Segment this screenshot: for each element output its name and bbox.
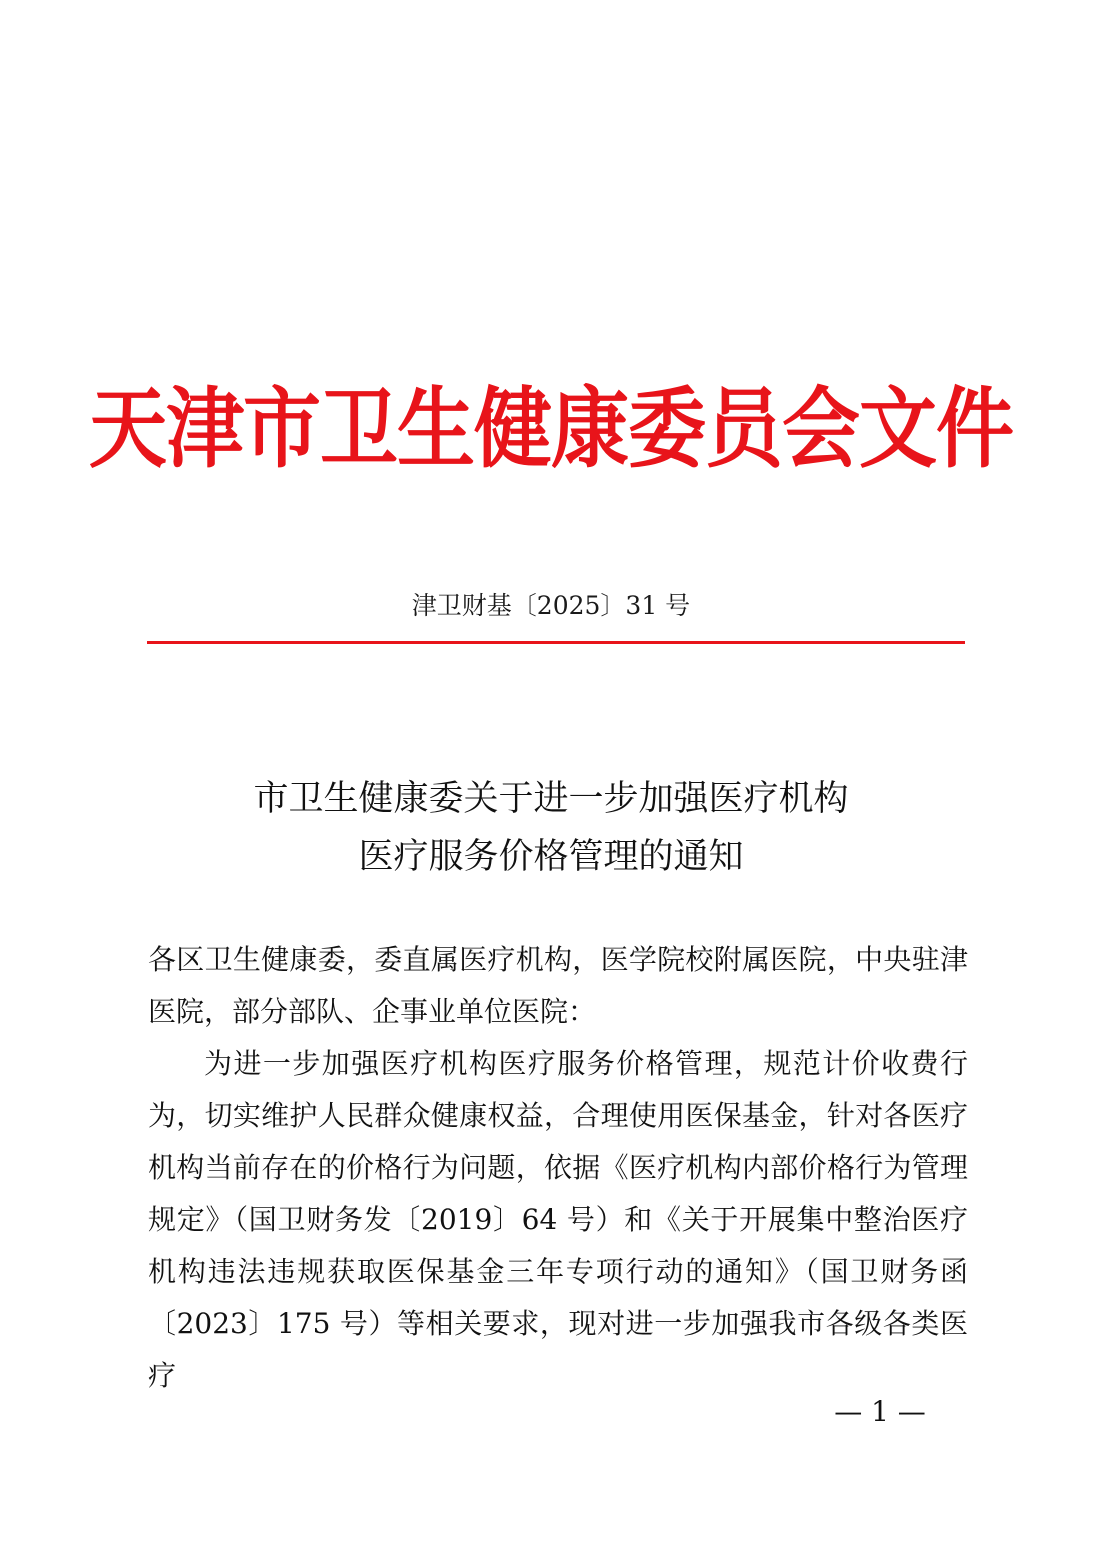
body-paragraph: 为进一步加强医疗机构医疗服务价格管理，规范计价收费行为，切实维护人民群众健康权益，合理使用医保基金，针对各医疗机构当前存在的价格行为问题，依据《医疗机构内部价格行为管理规定》（国卫财务发〔2019〕64 号）和《关于开展集中整治医疗机构违法违规获取医保基金三年专项行动的通知》（国卫财务函〔2023〕175 号）等相关要求，现对进一步加强我市各级各类医疗 — [148, 1047, 968, 1392]
document-title — [0, 770, 1102, 886]
page-number: — 1 — — [834, 1395, 926, 1428]
document-number: 津卫财基〔2025〕31 号 — [411, 591, 691, 620]
title-line-1: 市卫生健康委关于进一步加强医疗机构 — [253, 779, 849, 819]
document-body — [148, 934, 968, 1402]
salutation: 各区卫生健康委，委直属医疗机构，医学院校附属医院，中央驻津医院，部分部队、企事业单位医院： — [148, 943, 968, 1028]
title-line-2: 医疗服务价格管理的通知 — [358, 837, 744, 877]
masthead-title: 天津市卫生健康委员会文件 — [88, 379, 1013, 481]
red-divider-line — [147, 641, 965, 644]
